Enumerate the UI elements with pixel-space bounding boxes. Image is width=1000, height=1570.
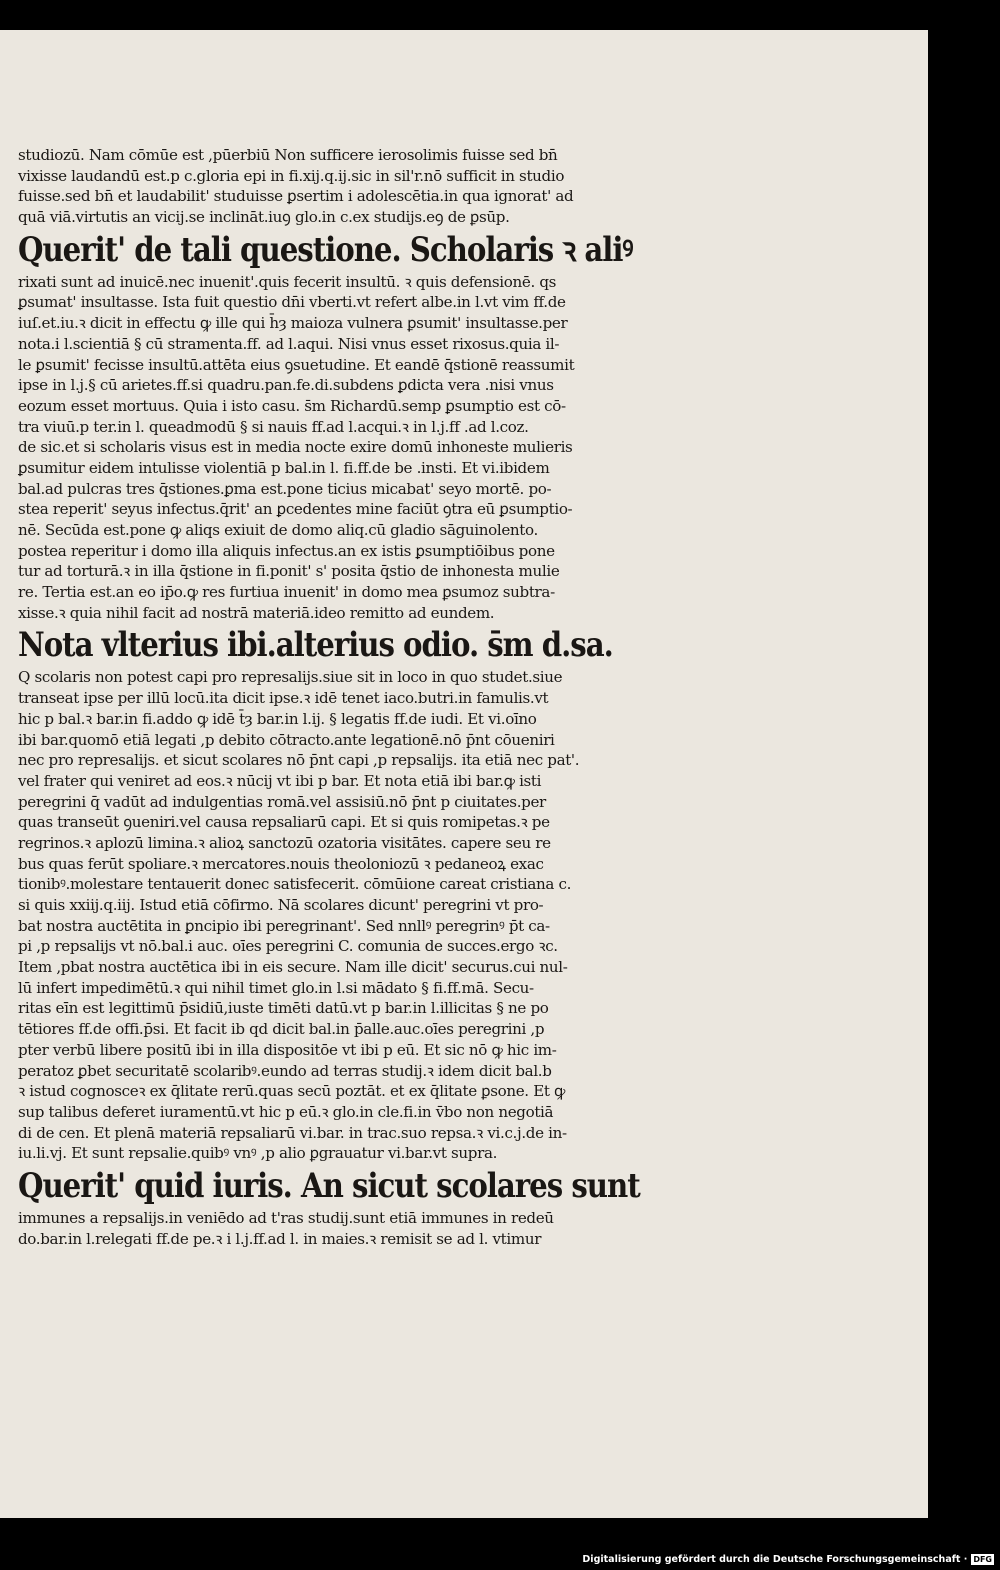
text-line: ipse in l.j.§ cū arietes.ff.si quadru.pan.fe.di.subdens ꝑdicta vera .nisi vnus xyxy=(18,376,554,395)
text-line: eozum esset mortuus. Quia i isto casu. s̄m Richardū.semp ꝑsumptio est cō- xyxy=(18,396,566,415)
text-line: ritas eīn est legittimū p̄sidiū,iuste timēti datū.vt p bar.in l.illicitas § ne po xyxy=(18,999,549,1018)
text-line: nec pro represalijs. et sicut scolares nō p̄nt capi ,p repsalijs. ita etiā nec pat'. xyxy=(18,751,580,770)
text-line: do.bar.in l.relegati ff.de pe.ꝛ i l.j.ff.ad l. in maies.ꝛ remisit se ad l. vtimur xyxy=(18,1229,542,1248)
text-line: immunes a repsalijs.in veniēdo ad t'ras studij.sunt etiā immunes in redeū xyxy=(18,1208,554,1227)
text-line: tur ad torturā.ꝛ in illa q̄stione in fi.ponit' s' posita q̄stio de inhonesta mulie xyxy=(18,562,560,581)
paragraph-3 xyxy=(18,667,616,1164)
text-line: de sic.et si scholaris visus est in media nocte exire domū inhoneste mulieris xyxy=(18,438,573,457)
text-line: rixati sunt ad inuicē.nec inuenit'.quis fecerit insultū. ꝛ quis defensionē. qs xyxy=(18,272,557,291)
text-line: tionibꝰ.molestare tentauerit donec satisfecerit. cōmūione careat cristiana c. xyxy=(18,875,572,894)
text-line: peratoz ꝑbet securitatē scolaribꝰ.eundo ad terras studij.ꝛ idem dicit bal.b xyxy=(18,1061,552,1080)
text-line: vel frater qui veniret ad eos.ꝛ nūcij vt ibi p bar. Et nota etiā ibi bar.ꝙ isti xyxy=(18,771,542,790)
text-line: regrinos.ꝛ aplozū limina.ꝛ alioꝝ sanctozū ozatoria visitātes. capere seu re xyxy=(18,833,551,852)
text-line: studiozū. Nam cōmūe est ,pūerbiū Non sufficere ierosolimis fuisse sed bn̄ xyxy=(18,146,558,164)
text-line: ꝑsumitur eidem intulisse violentiā p bal.in l. fi.ff.de be .insti. Et vi.ibidem xyxy=(18,458,550,477)
text-line: Q scolaris non potest capi pro represalijs.siue sit in loco in quo studet.siue xyxy=(18,668,563,687)
text-line: re. Tertia est.an eo ip̄o.ꝙ res furtiua inuenit' in domo mea ꝑsumoz subtra- xyxy=(18,583,555,602)
text-line: ꝑsumat' insultasse. Ista fuit questio dn̄i vberti.vt refert albe.in l.vt vim ff.de xyxy=(18,293,566,312)
text-line: quas transeūt ꝯueniri.vel causa repsaliarū capi. Et si quis romipetas.ꝛ pe xyxy=(18,813,550,832)
text-line: stea reperit' seyus infectus.q̄rit' an ꝑcedentes mine faciūt ꝯtra eū ꝑsumptio- xyxy=(18,500,573,519)
text-line: nota.i l.scientiā § cū stramenta.ff. ad l.aqui. Nisi vnus esset rixosus.quia il- xyxy=(18,334,560,353)
text-line: xisse.ꝛ quia nihil facit ad nostrā materiā.ideo remitto ad eundem. xyxy=(18,603,495,622)
text-line: hic p bal.ꝛ bar.in fi.addo ꝙ idē t̄ȝ bar.in l.ij. § legatis ff.de iudi. Et vi.oīno xyxy=(18,709,537,728)
text-line: iu.li.vj. Et sunt repsalie.quibꝰ vnꝰ ,p alio ꝑgrauatur vi.bar.vt supra. xyxy=(18,1144,498,1163)
text-line: postea reperitur i domo illa aliquis infectus.an ex istis ꝑsumptiōibus pone xyxy=(18,541,555,560)
section-heading: Querit' quid iuris. An sicut scolares sunt xyxy=(18,1165,640,1206)
paragraph-1 xyxy=(18,145,616,228)
section-heading: Nota vlterius ibi.alterius odio. s̄m d.sa. xyxy=(18,625,613,666)
text-line: le ꝑsumit' fecisse insultū.attēta eius ꝯsuetudine. Et eandē q̄stionē reassumit xyxy=(18,355,575,374)
book-page xyxy=(0,30,928,1518)
text-column xyxy=(18,145,640,1249)
funding-credit xyxy=(582,1552,994,1566)
text-line: si quis xxiij.q.iij. Istud etiā cōfirmo. Nā scolares dicunt' peregrini vt pro- xyxy=(18,896,544,914)
dfg-logo: DFG xyxy=(973,1554,992,1564)
text-line: ibi bar.quomō etiā legati ,p debito cōtracto.ante legationē.nō p̄nt cōueniri xyxy=(18,730,555,749)
text-line: tra viuū.p ter.in l. queadmodū § si nauis ff.ad l.acqui.ꝛ in l.j.ff .ad l.coz. xyxy=(18,417,529,436)
text-line: vixisse laudandū est.p c.gloria epi in fi.xij.q.ij.sic in sil'r.nō sufficit in studio xyxy=(18,166,565,185)
paragraph-2 xyxy=(18,272,616,624)
text-line: pter verbū libere positū ibi in illa dispositōe vt ibi p eū. Et sic nō ꝙ hic im- xyxy=(18,1040,557,1059)
text-line: quā viā.virtutis an vicij.se inclināt.iuꝯ glo.in c.ex studijs.eꝯ de ꝑsūp. xyxy=(18,208,510,227)
section-heading: Querit' de tali questione. Scholaris ꝛ aliꝰ xyxy=(18,229,633,270)
text-line: pi ,p repsalijs vt nō.bal.i auc. oīes peregrini C. comunia de succes.ergo ꝛc. xyxy=(18,937,558,956)
text-line: bus quas ferūt spoliare.ꝛ mercatores.nouis theoloniozū ꝛ pedaneoꝝ exac xyxy=(18,854,544,873)
text-line: Item ,pbat nostra auctētica ibi in eis secure. Nam ille dicit' securus.cui nul- xyxy=(18,958,568,977)
text-line: nē. Secūda est.pone ꝙ aliqs exiuit de domo aliq.cū gladio sāguinolento. xyxy=(18,521,538,539)
text-line: transeat ipse per illū locū.ita dicit ipse.ꝛ idē tenet iaco.butri.in famulis.vt xyxy=(18,689,549,708)
paragraph-4 xyxy=(18,1208,616,1249)
text-line: tētiores ff.de offi.p̄si. Et facit ib qd dicit bal.in p̄alle.auc.oīes peregrini ,p xyxy=(18,1020,545,1039)
text-line: ꝛ istud cognosceꝛ ex q̄litate rerū.quas secū poztāt. et ex q̄litate ꝑsone. Et ꝙ xyxy=(18,1082,566,1101)
text-line: lū infert impedimētū.ꝛ qui nihil timet glo.in l.si mādato § fi.ff.mā. Secu- xyxy=(18,978,534,997)
credit-text: Digitalisierung gefördert durch die Deutsche Forschungsgemeinschaft · xyxy=(582,1553,968,1565)
text-line: bat nostra auctētita in ꝑncipio ibi peregrinant'. Sed nnllꝰ peregrinꝰ p̄t ca- xyxy=(18,916,550,935)
text-line: iuſ.et.iu.ꝛ dicit in effectu ꝙ ille qui h̄ȝ maioza vulnera ꝑsumit' insultasse.per xyxy=(18,314,568,333)
text-line: peregrini q̄ vadūt ad indulgentias romā.vel assisiū.nō p̄nt p ciuitates.per xyxy=(18,792,546,811)
text-line: di de cen. Et plenā materiā repsaliarū vi.bar. in trac.suo repsa.ꝛ vi.c.j.de in- xyxy=(18,1123,567,1142)
text-line: fuisse.sed bn̄ et laudabilit' studuisse ꝑsertim i adolescētia.in qua ignorat' ad xyxy=(18,187,574,206)
text-line: sup talibus deferet iuramentū.vt hic p eū.ꝛ glo.in cle.fi.in v̄bo non negotiā xyxy=(18,1102,554,1121)
text-line: bal.ad pulcras tres q̄stiones.ꝑma est.pone ticius micabat' seyo mortē. po- xyxy=(18,479,552,498)
